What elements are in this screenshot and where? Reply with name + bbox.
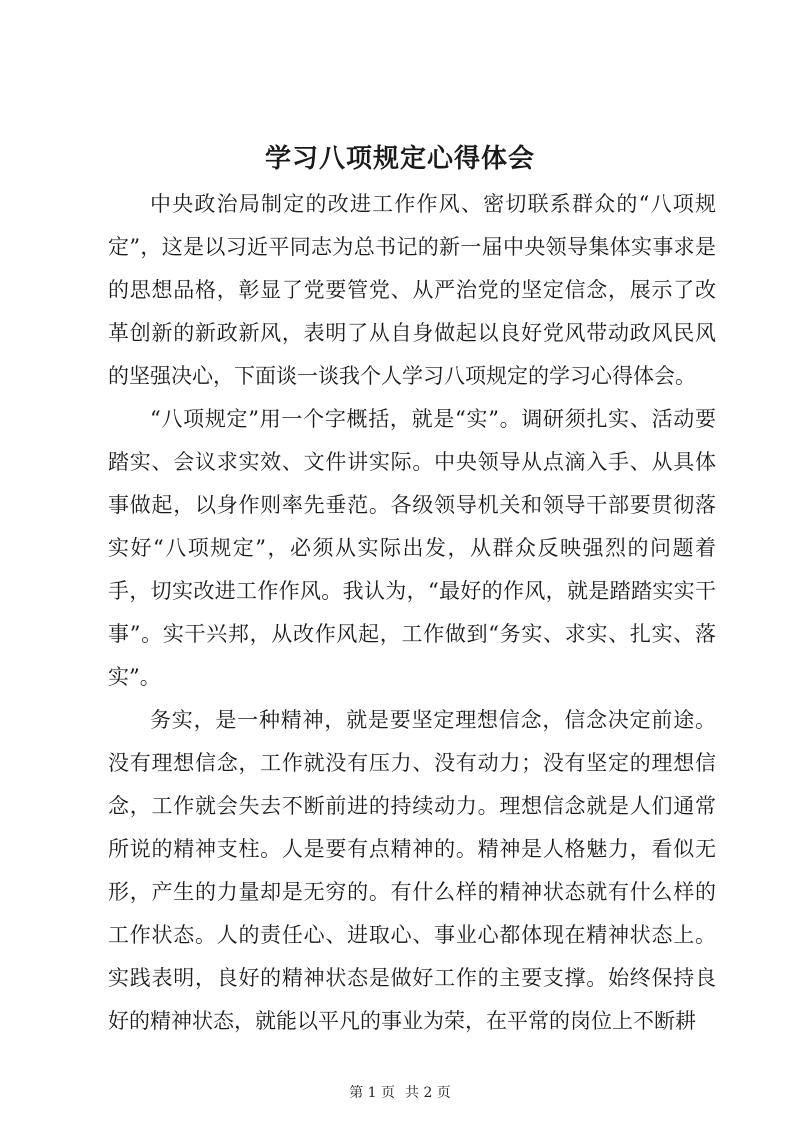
paragraph-1: 中央政治局制定的改进工作作风、密切联系群众的“八项规定”，这是以习近平同志为总书记的新一届中央领导集体实事求是的思想品格，彰显了党要管党、从严治党的坚定信念，展示了改革创新的新政新风，表明了从自身做起以良好党风带动政风民风的坚强决心，下面谈一谈我个人学习八项规定的学习心得体会。 <box>108 192 716 388</box>
page-footer <box>0 1083 800 1103</box>
paragraph-3: 务实，是一种精神，就是要坚定理想信念，信念决定前途。没有理想信念，工作就没有压力、没有动力；没有坚定的理想信念，工作就会失去不断前进的持续动力。理想信念就是人们通常所说的精神支柱。人是要有点精神的。精神是人格魅力，看似无形，产生的力量却是无穷的。有什么样的精神状态就有什么样的工作状态。人的责任心、进取心、事业心都体现在精神状态上。实践表明，良好的精神状态是做好工作的主要支撑。始终保持良好的精神状态，就能以平凡的事业为荣，在平常的岗位上不断耕 <box>108 708 716 1033</box>
page-number: 第 1 页 <box>349 1085 395 1101</box>
total-pages: 共 2 页 <box>405 1085 451 1101</box>
document-body <box>108 183 716 1043</box>
paragraph-2: “八项规定”用一个字概括，就是“实”。调研须扎实、活动要踏实、会议求实效、文件讲实际。中央领导从点滴入手、从具体事做起，以身作则率先垂范。各级领导机关和领导干部要贯彻落实好“八项规定”，必须从实际出发，从群众反映强烈的问题着手，切实改进工作作风。我认为，“最好的作风，就是踏踏实实干事”。实干兴邦，从改作风起，工作做到“务实、求实、扎实、落实”。 <box>108 407 716 689</box>
document-title: 学习八项规定心得体会 <box>264 144 535 174</box>
